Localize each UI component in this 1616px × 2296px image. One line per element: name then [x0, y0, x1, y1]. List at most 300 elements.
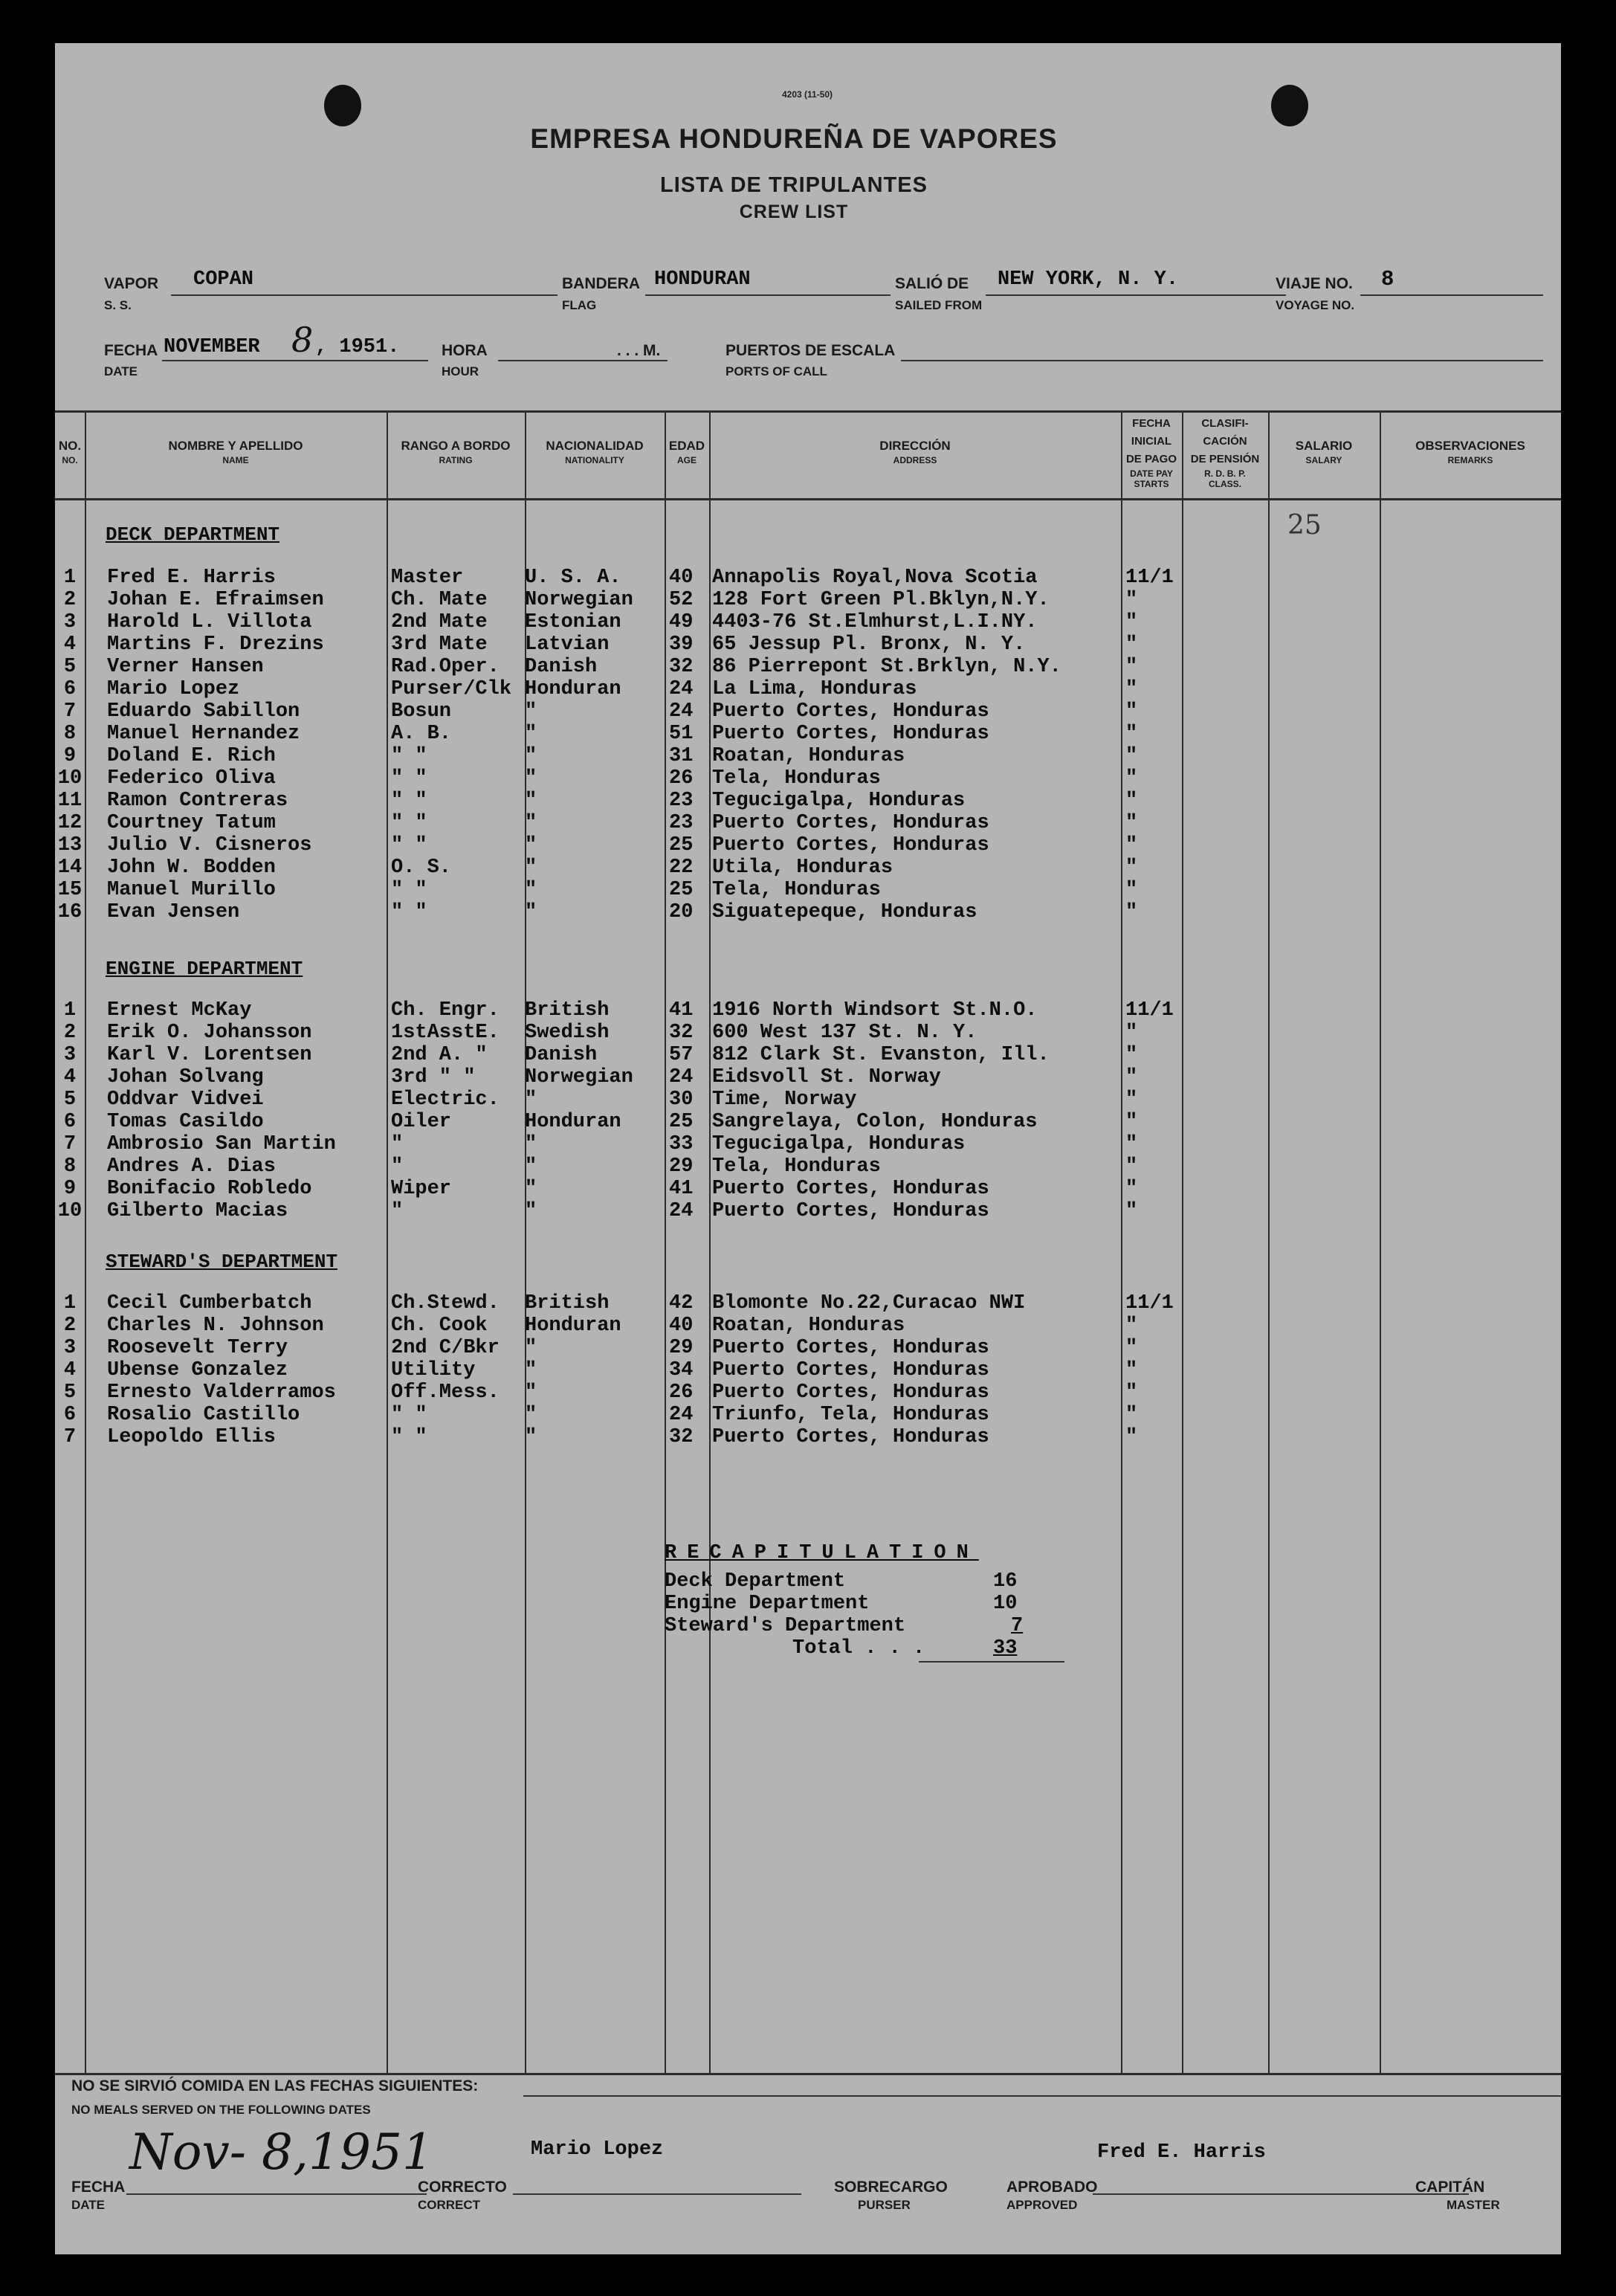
deck-dept-title: DECK DEPARTMENT — [106, 523, 280, 546]
list-title-en: CREW LIST — [739, 201, 849, 222]
crew-address: Puerto Cortes, Honduras — [712, 700, 989, 723]
crew-age: 49 — [669, 611, 694, 633]
crew-address: Puerto Cortes, Honduras — [712, 812, 989, 834]
crew-rating: 2nd C/Bkr — [391, 1337, 500, 1359]
crew-age: 24 — [669, 700, 694, 723]
recap-steward-label: Steward's Department — [665, 1615, 906, 1637]
crew-address: 600 West 137 St. N. Y. — [712, 1022, 977, 1044]
crew-no: 7 — [63, 1426, 77, 1448]
crew-rating: 3rd Mate — [391, 633, 488, 656]
footer-fecha-label: FECHA — [71, 2179, 126, 2196]
crew-name: Ubense Gonzalez — [107, 1359, 288, 1381]
crew-nationality: Latvian — [525, 633, 610, 656]
crew-age: 40 — [669, 567, 694, 589]
crew-list-form — [55, 43, 1561, 2254]
crew-address: Puerto Cortes, Honduras — [712, 1359, 989, 1381]
hora-label-en: HOUR — [442, 364, 479, 378]
crew-address: 128 Fort Green Pl.Bklyn,N.Y. — [712, 589, 1050, 611]
crew-rating: Electric. — [391, 1089, 500, 1111]
crew-rating: 2nd A. " — [391, 1044, 488, 1066]
crew-row — [55, 633, 1561, 656]
crew-pay: " — [1125, 1337, 1138, 1359]
crew-address: Sangrelaya, Colon, Honduras — [712, 1111, 1038, 1133]
crew-no: 15 — [57, 879, 83, 901]
crew-address: Puerto Cortes, Honduras — [712, 1200, 989, 1222]
crew-row — [55, 567, 1561, 589]
crew-name: Federico Oliva — [107, 767, 276, 790]
crew-no: 2 — [63, 1315, 77, 1337]
crew-row — [55, 790, 1561, 812]
crew-pay: " — [1125, 1381, 1138, 1404]
crew-address: Annapolis Royal,Nova Scotia — [712, 567, 1038, 589]
crew-rating: Ch. Cook — [391, 1315, 488, 1337]
crew-pay: " — [1125, 1200, 1138, 1222]
crew-pay: " — [1125, 745, 1138, 767]
crew-address: Tela, Honduras — [712, 879, 881, 901]
crew-pay: " — [1125, 1133, 1138, 1155]
sobrecargo-label-en: PURSER — [858, 2198, 911, 2212]
crew-age: 51 — [669, 723, 694, 745]
crew-no: 6 — [63, 1404, 77, 1426]
crew-row — [55, 1381, 1561, 1404]
crew-address: La Lima, Honduras — [712, 678, 917, 700]
table-bottom-line — [55, 2073, 1561, 2075]
crew-name: Roosevelt Terry — [107, 1337, 288, 1359]
recap-deck-label: Deck Department — [665, 1570, 846, 1593]
crew-nationality: " — [525, 857, 537, 879]
crew-rating: " " — [391, 745, 427, 767]
crew-row — [55, 1315, 1561, 1337]
meals-underline — [523, 2095, 1561, 2097]
crew-rating: Master — [391, 567, 464, 589]
crew-address: 1916 North Windsort St.N.O. — [712, 999, 1038, 1022]
engine-dept-title: ENGINE DEPARTMENT — [106, 958, 303, 980]
crew-nationality: " — [525, 1200, 537, 1222]
crew-age: 26 — [669, 1381, 694, 1404]
vapor-underline — [171, 294, 557, 296]
crew-age: 29 — [669, 1155, 694, 1178]
crew-pay: " — [1125, 589, 1138, 611]
crew-age: 34 — [669, 1359, 694, 1381]
crew-no: 4 — [63, 1066, 77, 1089]
correcto-label: CORRECTO — [418, 2179, 507, 2196]
crew-nationality: " — [525, 812, 537, 834]
crew-row — [55, 1044, 1561, 1066]
hora-label: HORA — [442, 342, 488, 359]
crew-age: 39 — [669, 633, 694, 656]
viaje-underline — [1360, 294, 1543, 296]
crew-pay: " — [1125, 857, 1138, 879]
hora-underline — [498, 360, 668, 361]
vapor-label-en: S. S. — [104, 298, 132, 312]
crew-age: 42 — [669, 1292, 694, 1315]
crew-pay: " — [1125, 656, 1138, 678]
crew-nationality: " — [525, 1404, 537, 1426]
crew-name: Julio V. Cisneros — [107, 834, 312, 857]
crew-pay: " — [1125, 1044, 1138, 1066]
list-title-es: LISTA DE TRIPULANTES — [660, 173, 928, 197]
crew-no: 6 — [63, 1111, 77, 1133]
crew-rating: Utility — [391, 1359, 476, 1381]
crew-address: Tela, Honduras — [712, 1155, 881, 1178]
crew-row — [55, 1404, 1561, 1426]
crew-age: 29 — [669, 1337, 694, 1359]
crew-nationality: U. S. A. — [525, 567, 621, 589]
crew-rating: Purser/Clk — [391, 678, 512, 700]
crew-nationality: " — [525, 1381, 537, 1404]
crew-nationality: " — [525, 1133, 537, 1155]
crew-pay: " — [1125, 901, 1138, 923]
puertos-underline — [901, 360, 1543, 361]
crew-name: Doland E. Rich — [107, 745, 276, 767]
crew-no: 3 — [63, 1044, 77, 1066]
crew-row — [55, 611, 1561, 633]
crew-address: 812 Clark St. Evanston, Ill. — [712, 1044, 1050, 1066]
crew-no: 4 — [63, 633, 77, 656]
crew-age: 23 — [669, 812, 694, 834]
crew-name: Johan E. Efraimsen — [107, 589, 324, 611]
crew-rating: " " — [391, 1426, 427, 1448]
crew-pay: " — [1125, 1404, 1138, 1426]
crew-age: 25 — [669, 879, 694, 901]
punch-hole-right — [1271, 85, 1308, 126]
crew-name: Manuel Murillo — [107, 879, 276, 901]
crew-no: 14 — [57, 857, 83, 879]
crew-age: 31 — [669, 745, 694, 767]
crew-age: 24 — [669, 1200, 694, 1222]
crew-rating: 2nd Mate — [391, 611, 488, 633]
crew-row — [55, 1089, 1561, 1111]
bandera-underline — [645, 294, 891, 296]
puertos-label-en: PORTS OF CALL — [725, 364, 827, 378]
crew-nationality: Danish — [525, 1044, 598, 1066]
crew-no: 8 — [63, 1155, 77, 1178]
crew-row — [55, 656, 1561, 678]
crew-age: 41 — [669, 999, 694, 1022]
crew-age: 40 — [669, 1315, 694, 1337]
header-nationality: NACIONALIDAD NATIONALITY — [546, 439, 644, 465]
crew-row — [55, 1426, 1561, 1448]
crew-name: Erik O. Johansson — [107, 1022, 312, 1044]
crew-name: Fred E. Harris — [107, 567, 276, 589]
crew-row — [55, 901, 1561, 923]
crew-nationality: " — [525, 1089, 537, 1111]
viaje-label: VIAJE NO. — [1276, 275, 1353, 292]
crew-row — [55, 1178, 1561, 1200]
header-clasificacion: CLASIFI- CACIÓN DE PENSIÓN R. D. B. P. CLASS. — [1190, 417, 1260, 489]
crew-no: 2 — [63, 1022, 77, 1044]
crew-rating: " " — [391, 901, 427, 923]
crew-pay: " — [1125, 790, 1138, 812]
crew-pay: " — [1125, 834, 1138, 857]
crew-nationality: " — [525, 1359, 537, 1381]
crew-nationality: Honduran — [525, 1315, 621, 1337]
crew-nationality: " — [525, 1178, 537, 1200]
crew-nationality: Swedish — [525, 1022, 610, 1044]
footer-fecha-handwritten: Nov- 8,1951 — [129, 2124, 433, 2181]
crew-row — [55, 589, 1561, 611]
crew-nationality: " — [525, 1155, 537, 1178]
crew-rating: " " — [391, 767, 427, 790]
crew-address: Puerto Cortes, Honduras — [712, 1178, 989, 1200]
crew-age: 25 — [669, 1111, 694, 1133]
crew-name: Gilberto Macias — [107, 1200, 288, 1222]
crew-name: Cecil Cumberbatch — [107, 1292, 312, 1315]
fecha-day: 8 — [291, 320, 314, 360]
crew-age: 25 — [669, 834, 694, 857]
capitan-label-en: MASTER — [1447, 2198, 1500, 2212]
crew-pay: " — [1125, 700, 1138, 723]
master-name: Fred E. Harris — [1097, 2141, 1266, 2164]
crew-row — [55, 700, 1561, 723]
crew-pay: 11/1 — [1125, 1292, 1174, 1315]
crew-no: 6 — [63, 678, 77, 700]
salary-note: 25 — [1287, 510, 1322, 541]
header-age: EDAD AGE — [668, 439, 705, 465]
crew-row — [55, 678, 1561, 700]
crew-address: Puerto Cortes, Honduras — [712, 1337, 989, 1359]
crew-address: Tegucigalpa, Honduras — [712, 790, 966, 812]
crew-row — [55, 1133, 1561, 1155]
header-address: DIRECCIÓN ADDRESS — [879, 439, 951, 465]
crew-age: 22 — [669, 857, 694, 879]
crew-nationality: " — [525, 901, 537, 923]
crew-row — [55, 999, 1561, 1022]
crew-row — [55, 879, 1561, 901]
master-underline — [1093, 2193, 1469, 2195]
crew-no: 2 — [63, 589, 77, 611]
crew-name: Martins F. Drezins — [107, 633, 324, 656]
crew-address: 4403-76 St.Elmhurst,L.I.NY. — [712, 611, 1038, 633]
crew-rating: 3rd " " — [391, 1066, 476, 1089]
crew-age: 24 — [669, 1066, 694, 1089]
header-rating: RANGO A BORDO RATING — [401, 439, 511, 465]
crew-pay: " — [1125, 1315, 1138, 1337]
crew-no: 8 — [63, 723, 77, 745]
crew-name: Ramon Contreras — [107, 790, 288, 812]
crew-address: Puerto Cortes, Honduras — [712, 1426, 989, 1448]
crew-nationality: " — [525, 1426, 537, 1448]
crew-rating: Ch. Mate — [391, 589, 488, 611]
crew-pay: " — [1125, 723, 1138, 745]
meals-label-en: NO MEALS SERVED ON THE FOLLOWING DATES — [71, 2103, 371, 2117]
crew-rating: " " — [391, 812, 427, 834]
salio-value: NEW YORK, N. Y. — [998, 268, 1179, 291]
crew-pay: 11/1 — [1125, 567, 1174, 589]
crew-nationality: " — [525, 1337, 537, 1359]
crew-rating: Bosun — [391, 700, 452, 723]
crew-name: Bonifacio Robledo — [107, 1178, 312, 1200]
recap-title: RECAPITULATION — [665, 1542, 979, 1564]
crew-name: Karl V. Lorentsen — [107, 1044, 312, 1066]
salio-label: SALIÓ DE — [895, 275, 969, 292]
crew-age: 41 — [669, 1178, 694, 1200]
crew-nationality: British — [525, 999, 610, 1022]
crew-no: 7 — [63, 700, 77, 723]
crew-pay: " — [1125, 1089, 1138, 1111]
crew-row — [55, 1111, 1561, 1133]
crew-rating: " " — [391, 790, 427, 812]
crew-age: 32 — [669, 1022, 694, 1044]
crew-pay: " — [1125, 767, 1138, 790]
crew-nationality: " — [525, 767, 537, 790]
crew-row — [55, 767, 1561, 790]
fecha-label-en: DATE — [104, 364, 138, 378]
crew-no: 10 — [57, 767, 83, 790]
crew-rating: " " — [391, 1404, 427, 1426]
crew-address: Roatan, Honduras — [712, 1315, 905, 1337]
crew-no: 4 — [63, 1359, 77, 1381]
crew-rating: " " — [391, 879, 427, 901]
crew-name: Leopoldo Ellis — [107, 1426, 276, 1448]
crew-address: Tela, Honduras — [712, 767, 881, 790]
crew-row — [55, 1155, 1561, 1178]
crew-pay: " — [1125, 1111, 1138, 1133]
salio-underline — [986, 294, 1286, 296]
fecha-month: NOVEMBER — [164, 336, 260, 358]
purser-name: Mario Lopez — [531, 2138, 664, 2161]
crew-row — [55, 723, 1561, 745]
viaje-value: 8 — [1381, 267, 1394, 291]
crew-no: 10 — [57, 1200, 83, 1222]
aprobado-label: APROBADO — [1006, 2179, 1098, 2196]
recap-steward-count: 7 — [1011, 1615, 1024, 1637]
recap-deck-count: 16 — [993, 1570, 1018, 1593]
crew-name: Courtney Tatum — [107, 812, 276, 834]
crew-address: Triunfo, Tela, Honduras — [712, 1404, 989, 1426]
crew-rating: " — [391, 1133, 404, 1155]
crew-rating: " " — [391, 834, 427, 857]
crew-no: 5 — [63, 656, 77, 678]
crew-rating: Wiper — [391, 1178, 452, 1200]
crew-name: Ernesto Valderramos — [107, 1381, 336, 1404]
recap-engine-label: Engine Department — [665, 1593, 870, 1615]
crew-address: Blomonte No.22,Curacao NWI — [712, 1292, 1026, 1315]
crew-age: 23 — [669, 790, 694, 812]
crew-name: Manuel Hernandez — [107, 723, 300, 745]
crew-name: Evan Jensen — [107, 901, 240, 923]
crew-row — [55, 1066, 1561, 1089]
crew-row — [55, 1337, 1561, 1359]
crew-row — [55, 1292, 1561, 1315]
crew-address: Tegucigalpa, Honduras — [712, 1133, 966, 1155]
vapor-label: VAPOR — [104, 275, 159, 292]
recap-engine-count: 10 — [993, 1593, 1018, 1615]
recap-total-label: Total . . . — [792, 1637, 925, 1660]
crew-rating: " — [391, 1155, 404, 1178]
crew-no: 9 — [63, 1178, 77, 1200]
crew-row — [55, 857, 1561, 879]
steward-dept-title: STEWARD'S DEPARTMENT — [106, 1251, 338, 1273]
crew-nationality: Danish — [525, 656, 598, 678]
crew-no: 11 — [57, 790, 83, 812]
table-top-line — [55, 410, 1561, 413]
crew-pay: " — [1125, 1022, 1138, 1044]
hora-suffix: . . . M. — [617, 342, 661, 359]
bandera-label: BANDERA — [562, 275, 640, 292]
crew-address: Puerto Cortes, Honduras — [712, 834, 989, 857]
crew-address: Roatan, Honduras — [712, 745, 905, 767]
crew-name: Mario Lopez — [107, 678, 240, 700]
crew-nationality: " — [525, 745, 537, 767]
crew-no: 1 — [63, 567, 77, 589]
crew-rating: Oiler — [391, 1111, 452, 1133]
capitan-label: CAPITÁN — [1415, 2179, 1485, 2196]
crew-name: Verner Hansen — [107, 656, 264, 678]
crew-no: 16 — [57, 901, 83, 923]
crew-rating: Rad.Oper. — [391, 656, 500, 678]
crew-name: Ernest McKay — [107, 999, 252, 1022]
crew-address: Siguatepeque, Honduras — [712, 901, 977, 923]
crew-name: Rosalio Castillo — [107, 1404, 300, 1426]
bandera-label-en: FLAG — [562, 298, 597, 312]
crew-no: 12 — [57, 812, 83, 834]
crew-address: Eidsvoll St. Norway — [712, 1066, 941, 1089]
crew-row — [55, 745, 1561, 767]
crew-age: 30 — [669, 1089, 694, 1111]
crew-pay: " — [1125, 1178, 1138, 1200]
crew-name: Eduardo Sabillon — [107, 700, 300, 723]
recap-total-double-line — [919, 1661, 1064, 1663]
purser-underline — [513, 2193, 801, 2195]
crew-rating: Ch. Engr. — [391, 999, 500, 1022]
crew-pay: " — [1125, 1426, 1138, 1448]
crew-nationality: " — [525, 790, 537, 812]
correcto-label-en: CORRECT — [418, 2198, 481, 2212]
crew-nationality: Norwegian — [525, 589, 633, 611]
crew-age: 24 — [669, 1404, 694, 1426]
crew-address: Utila, Honduras — [712, 857, 893, 879]
crew-rating: O. S. — [391, 857, 452, 879]
aprobado-label-en: APPROVED — [1006, 2198, 1078, 2212]
crew-nationality: Honduran — [525, 1111, 621, 1133]
crew-name: Charles N. Johnson — [107, 1315, 324, 1337]
crew-row — [55, 834, 1561, 857]
crew-row — [55, 812, 1561, 834]
crew-address: 65 Jessup Pl. Bronx, N. Y. — [712, 633, 1026, 656]
crew-address: Time, Norway — [712, 1089, 857, 1111]
salio-label-en: SAILED FROM — [895, 298, 983, 312]
crew-nationality: British — [525, 1292, 610, 1315]
crew-no: 7 — [63, 1133, 77, 1155]
crew-pay: " — [1125, 879, 1138, 901]
crew-age: 33 — [669, 1133, 694, 1155]
crew-rating: Ch.Stewd. — [391, 1292, 500, 1315]
meals-label-es: NO SE SIRVIÓ COMIDA EN LAS FECHAS SIGUIENTES: — [71, 2077, 479, 2095]
crew-rating: A. B. — [391, 723, 452, 745]
crew-pay: " — [1125, 633, 1138, 656]
header-bottom-line — [55, 498, 1561, 500]
sobrecargo-label: SOBRECARGO — [834, 2179, 948, 2196]
viaje-label-en: VOYAGE NO. — [1276, 298, 1355, 312]
crew-row — [55, 1200, 1561, 1222]
crew-address: Puerto Cortes, Honduras — [712, 1381, 989, 1404]
crew-no: 5 — [63, 1381, 77, 1404]
crew-no: 1 — [63, 999, 77, 1022]
crew-pay: " — [1125, 1155, 1138, 1178]
fecha-underline — [162, 360, 428, 361]
puertos-label: PUERTOS DE ESCALA — [725, 342, 896, 359]
crew-age: 20 — [669, 901, 694, 923]
recap-total-count: 33 — [993, 1637, 1018, 1660]
crew-age: 52 — [669, 589, 694, 611]
crew-no: 9 — [63, 745, 77, 767]
crew-pay: " — [1125, 1066, 1138, 1089]
crew-rating: Off.Mess. — [391, 1381, 500, 1404]
header-fecha-pago: FECHA INICIAL DE PAGO DATE PAY STARTS — [1125, 417, 1177, 489]
vapor-value: COPAN — [193, 268, 254, 291]
header-salary: SALARIO SALARY — [1295, 439, 1353, 465]
